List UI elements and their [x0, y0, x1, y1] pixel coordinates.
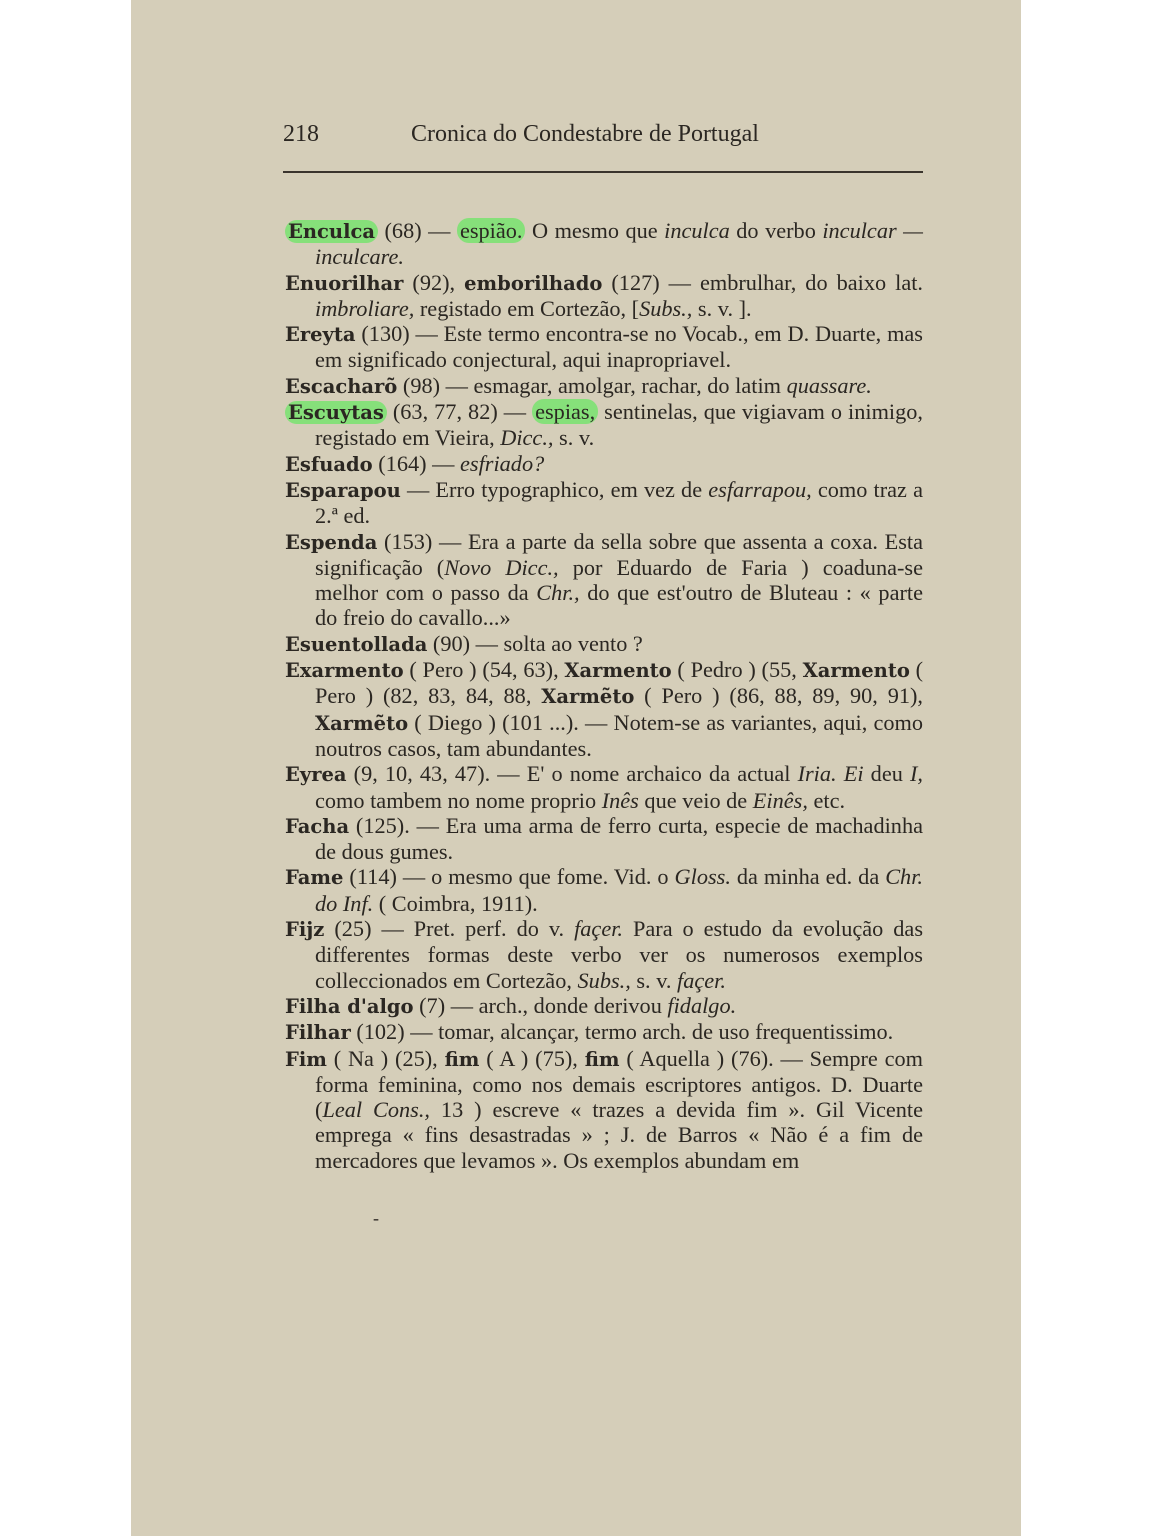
glossary-entry — [285, 477, 923, 529]
headword: fim — [444, 1047, 480, 1071]
entry-text: ( Diego ) (101 ...). — Notem-se as variantes, aqui, como noutros casos, tam abundantes. — [315, 709, 923, 761]
entry-text: (125). — Era uma arma de ferro curta, especie de machadinha de dous gumes. — [315, 812, 923, 865]
entry-text: da minha ed. da — [730, 864, 886, 890]
entry-text: ( A ) (75), — [479, 1045, 585, 1071]
entry-text: (25) — Pret. perf. do v. — [324, 916, 575, 942]
glossary-entry — [285, 993, 923, 1019]
entry-text: (9, 10, 43, 47). — E' o nome archaico da actual — [346, 761, 798, 787]
italic-text: Inês — [601, 787, 639, 813]
entry-text: (114) — o mesmo que fome. Vid. o — [343, 864, 675, 890]
entry-text: (153) — Era a parte da sella sobre que assenta a coxa. Esta significação ( — [315, 528, 923, 580]
headword: emborilhado — [464, 271, 603, 295]
italic-text: quassare. — [786, 372, 872, 398]
highlighted-headword: Enculca — [285, 220, 378, 243]
italic-text: Chr. do Inf. — [315, 864, 923, 916]
entry-text: (127) — embrulhar, do baixo lat. — [602, 269, 923, 295]
entry-text: (164) — — [372, 450, 461, 476]
italic-text: imbroliare, — [315, 295, 415, 321]
highlighted-text: espião. — [457, 218, 526, 243]
italic-text: inculcar — inculcare. — [315, 218, 923, 270]
headword: Facha — [285, 814, 350, 838]
header-rule — [283, 171, 923, 173]
italic-text: façer. — [677, 967, 726, 993]
headword: fim — [584, 1047, 620, 1071]
entry-text: (7) — arch., donde derivou — [413, 992, 668, 1018]
entry-text: (102) — tomar, alcançar, termo arch. de uso frequentissimo. — [350, 1019, 894, 1045]
italic-text: inculca — [664, 218, 730, 243]
italic-text: esfriado? — [460, 450, 545, 476]
italic-text: Einês, — [752, 787, 808, 813]
headword: Espenda — [285, 530, 378, 554]
glossary-entry — [285, 761, 923, 813]
headword: Filhar — [285, 1021, 351, 1045]
italic-text: Subs., — [577, 967, 631, 993]
headword: Esuentollada — [285, 632, 428, 656]
italic-text: I, — [910, 761, 923, 787]
entry-text: registado em Cortezão, [ — [414, 295, 640, 321]
headword: Fijz — [285, 918, 325, 942]
entry-text: (92), — [403, 269, 465, 295]
glossary-entry — [285, 1019, 923, 1045]
headword: Fim — [285, 1047, 327, 1071]
entry-text: (98) — esmagar, amolgar, rachar, do latim — [397, 372, 787, 398]
running-title: Cronica do Condestabre de Portugal — [411, 121, 759, 147]
headword: Esparapou — [285, 478, 401, 502]
italic-text: Iria. — [797, 761, 837, 787]
book-page — [131, 0, 1021, 1536]
margin-mark: - — [373, 1208, 379, 1228]
entry-text — [837, 761, 844, 786]
italic-text: Dicc., — [500, 425, 554, 451]
headword: Xarmẽto — [541, 685, 635, 709]
entry-text: 13 ) escreve « trazes a devida fim ». Gil Vicente emprega « fins desastradas » ; J. de Barros « Não é a fim de mercadores que levamos ». Os exemplos abundam em — [315, 1097, 923, 1173]
entry-text: ( Pero ) (54, 63), — [403, 657, 565, 683]
page-number: 218 — [283, 121, 319, 147]
entry-text: s. v. ]. — [692, 295, 752, 321]
entry-text: ( Na ) (25), — [326, 1045, 445, 1071]
glossary-entry — [285, 218, 923, 270]
headword: Filha d'algo — [285, 994, 414, 1018]
glossary-entry — [285, 399, 923, 451]
entry-text: ( Pedro ) (55, — [671, 657, 803, 683]
headword: Escacharõ — [285, 374, 398, 398]
entry-text: como traz a 2.ª ed. — [315, 476, 923, 529]
entry-text: etc. — [807, 787, 846, 813]
entry-text: (90) — solta ao vento ? — [427, 630, 643, 656]
glossary-entry — [285, 270, 923, 322]
entry-text: (68) — — [378, 218, 457, 243]
entry-text: ( Pero ) (86, 88, 89, 90, 91), — [634, 683, 923, 709]
italic-text: Ei — [843, 761, 864, 787]
entry-text: Para o estudo da evolução das differentes formas deste verbo ver os numerosos exemplos colleccionados em Cortezão, — [315, 916, 924, 993]
glossary-entry — [285, 657, 923, 761]
headword: Exarmento — [285, 659, 404, 683]
highlighted-headword: Escuytas — [285, 401, 387, 424]
italic-text: façer. — [574, 916, 624, 942]
entry-text: sentinelas, que vigiavam o inimigo, registado em Vieira, — [315, 399, 923, 451]
entry-text: por Eduardo de Faria ) coaduna-se melhor com o passo da — [315, 554, 923, 606]
italic-text: Leal Cons., — [322, 1097, 430, 1123]
headword: Ereyta — [285, 323, 356, 347]
entry-text: ( Pero ) (82, 83, 84, 88, — [315, 657, 924, 709]
glossary-entry — [285, 1046, 923, 1173]
italic-text: Chr., — [536, 580, 580, 606]
headword: Xarmẽto — [315, 711, 409, 735]
entry-text: — Erro typographico, em vez de — [400, 476, 709, 502]
glossary-entry — [285, 451, 923, 477]
headword: Fame — [285, 866, 344, 890]
glossary-entry — [285, 631, 923, 657]
headword: Eyrea — [285, 763, 347, 787]
entry-text: que veio de — [638, 787, 753, 813]
headword: Xarmento — [564, 659, 672, 683]
entry-text: como tambem no nome proprio — [315, 787, 602, 813]
entry-text: ( Coimbra, 1911). — [373, 890, 538, 916]
headword: Enuorilhar — [285, 271, 404, 295]
glossary-entry — [285, 321, 923, 373]
entry-text: ( Aquella ) (76). — Sempre com forma feminina, como nos demais escriptores antigos. D. Duarte ( — [315, 1045, 923, 1123]
italic-text: Subs., — [639, 295, 693, 321]
entry-text: do que est'outro de Bluteau : « parte do freio do cavallo...» — [315, 580, 923, 631]
italic-text: esfarrapou, — [708, 476, 812, 502]
glossary-entry — [285, 916, 923, 993]
running-header — [283, 121, 923, 157]
glossary-entry — [285, 864, 923, 916]
entry-text: (130) — Este termo encontra-se no Vocab., em D. Duarte, mas em significado conjectural, aqui inapropriavel. — [315, 321, 923, 373]
entry-text: do verbo — [729, 218, 823, 243]
entry-text: deu — [863, 761, 910, 787]
entry-text: s. v. — [553, 425, 595, 451]
headword: Xarmento — [802, 659, 910, 683]
entry-text: (63, 77, 82) — — [386, 399, 533, 425]
entry-text: s. v. — [630, 967, 678, 993]
italic-text: Novo Dicc., — [444, 554, 559, 580]
highlighted-text: espias, — [532, 399, 598, 424]
italic-text: fidalgo. — [667, 992, 737, 1018]
glossary-entry — [285, 529, 923, 631]
italic-text: Gloss. — [674, 864, 731, 890]
glossary-entry — [285, 813, 923, 865]
headword: Esfuado — [285, 452, 373, 476]
glossary-entries — [285, 218, 923, 1173]
entry-text: O mesmo que — [525, 218, 665, 243]
glossary-entry — [285, 373, 923, 399]
